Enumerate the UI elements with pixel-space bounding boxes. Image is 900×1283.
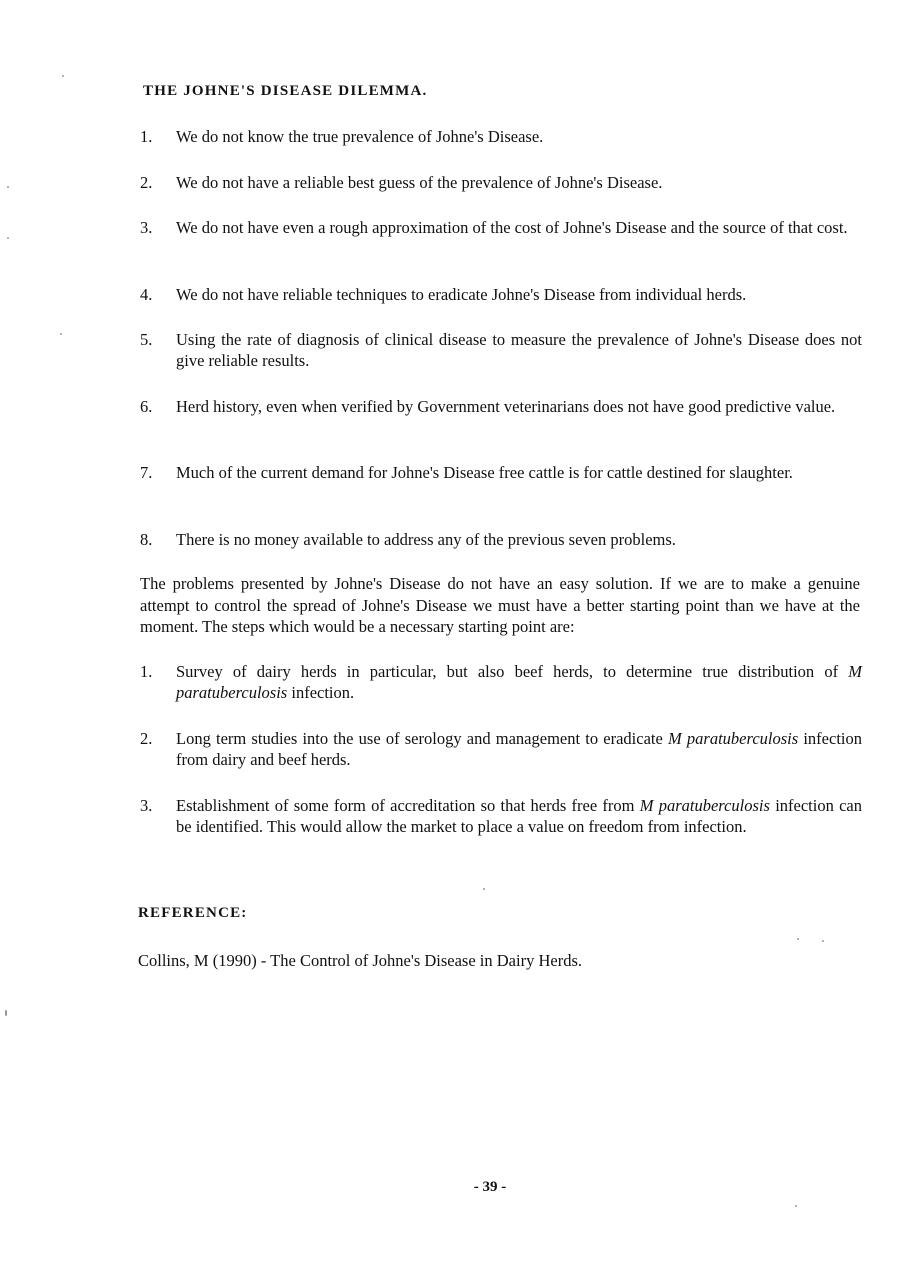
step-text-after: infection. xyxy=(287,683,355,702)
dilemma-item-text: Using the rate of diagnosis of clinical disease to measure the prevalence of Johne's Disease does not give reliable results. xyxy=(176,330,862,370)
dilemma-item-text: There is no money available to address any of the previous seven problems. xyxy=(176,530,676,549)
step-text-after: infection can be identified. This would allow the market to place a value on freedom from infection. xyxy=(176,796,862,836)
scan-speck xyxy=(7,237,9,239)
dilemma-item-number: 7. xyxy=(140,463,153,482)
dilemma-item-4 xyxy=(140,284,862,305)
organism-name: M paratuberculosis xyxy=(176,662,862,702)
step-item-number: 2. xyxy=(140,729,153,748)
dilemma-item-5 xyxy=(140,329,862,371)
page-title: THE JOHNE'S DISEASE DILEMMA. xyxy=(143,83,428,99)
organism-name: M paratuberculosis xyxy=(668,729,799,748)
dilemma-item-text: Herd history, even when verified by Government veterinarians does not have good predictive value. xyxy=(176,397,836,416)
dilemma-item-7 xyxy=(140,462,862,483)
step-item-2 xyxy=(140,728,862,770)
reference-entry: Collins, M (1990) - The Control of Johne's Disease in Dairy Herds. xyxy=(138,951,582,970)
dilemma-item-8 xyxy=(140,529,862,550)
page-number: - 39 - xyxy=(473,1179,507,1195)
scan-speck xyxy=(795,1205,797,1207)
dilemma-item-number: 5. xyxy=(140,330,153,349)
dilemma-item-text: We do not know the true prevalence of Johne's Disease. xyxy=(176,127,544,146)
reference-heading: REFERENCE: xyxy=(138,905,248,921)
step-text-before: Establishment of some form of accreditation so that herds free from xyxy=(176,796,640,815)
dilemma-item-3 xyxy=(140,217,862,238)
dilemma-item-number: 1. xyxy=(140,127,153,146)
dilemma-item-text: We do not have even a rough approximation of the cost of Johne's Disease and the source of that cost. xyxy=(176,218,848,237)
dilemma-item-6 xyxy=(140,396,862,417)
step-item-1 xyxy=(140,661,862,703)
intro-paragraph: The problems presented by Johne's Disease do not have an easy solution. If we are to make a genuine attempt to control the spread of Johne's Disease we must have a better starting point than we have at the moment. The steps which would be a necessary starting point are: xyxy=(140,574,860,636)
scan-speck xyxy=(60,333,62,335)
organism-name: M paratuberculosis xyxy=(639,796,770,815)
step-item-text xyxy=(176,661,862,703)
dilemma-item-2 xyxy=(140,172,862,193)
dilemma-item-number: 4. xyxy=(140,285,153,304)
dilemma-item-text: We do not have a reliable best guess of the prevalence of Johne's Disease. xyxy=(176,173,663,192)
dilemma-item-number: 6. xyxy=(140,397,153,416)
scan-speck xyxy=(5,1010,7,1016)
step-item-text xyxy=(176,728,862,770)
scan-speck xyxy=(797,938,799,940)
scan-speck xyxy=(62,75,64,77)
dilemma-item-1 xyxy=(140,126,862,147)
step-text-before: Survey of dairy herds in particular, but also beef herds, to determine true distribution of xyxy=(176,662,849,681)
step-item-3 xyxy=(140,795,862,837)
scan-speck xyxy=(822,940,824,942)
dilemma-item-text: Much of the current demand for Johne's Disease free cattle is for cattle destined for slaughter. xyxy=(176,463,793,482)
scan-speck xyxy=(483,888,485,890)
dilemma-item-text: We do not have reliable techniques to eradicate Johne's Disease from individual herds. xyxy=(176,285,747,304)
step-item-text xyxy=(176,795,862,837)
step-text-after: infection from dairy and beef herds. xyxy=(176,729,862,769)
dilemma-item-number: 3. xyxy=(140,218,153,237)
step-item-number: 1. xyxy=(140,662,153,681)
scan-speck xyxy=(7,186,9,188)
step-item-number: 3. xyxy=(140,796,153,815)
dilemma-item-number: 8. xyxy=(140,530,153,549)
step-text-before: Long term studies into the use of serology and management to eradicate xyxy=(176,729,668,748)
dilemma-item-number: 2. xyxy=(140,173,153,192)
